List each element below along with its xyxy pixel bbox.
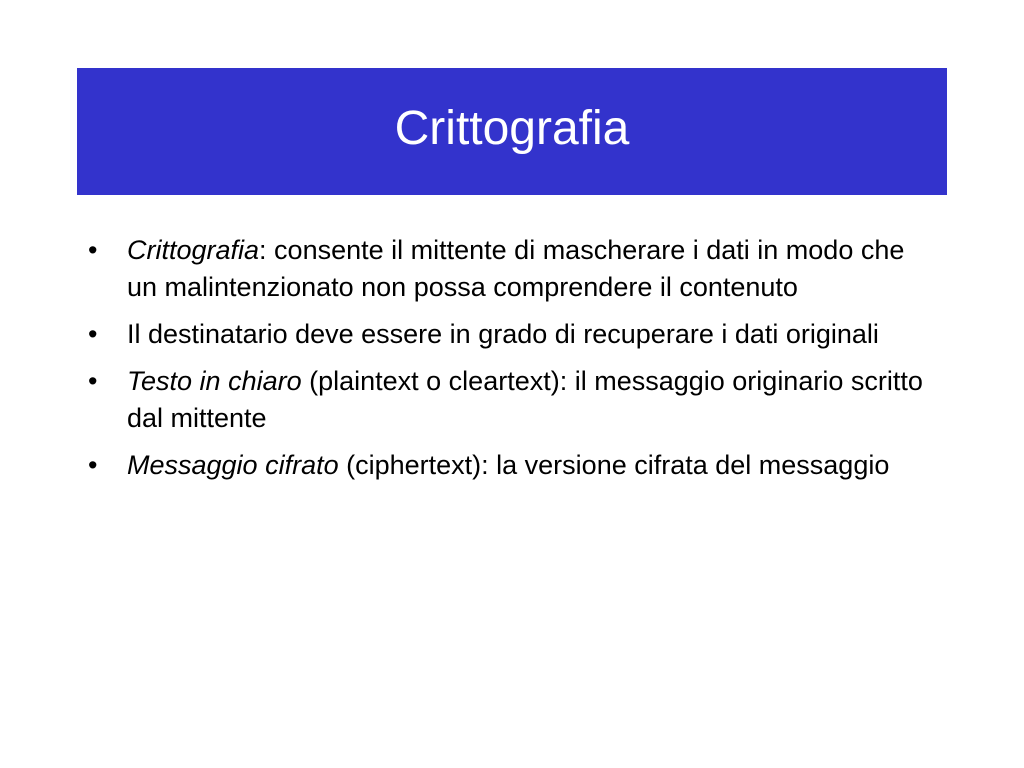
- bullet-item-destinatario: [88, 316, 938, 353]
- bullet-term: Crittografia: [127, 235, 260, 265]
- bullet-text: Il destinatario deve essere in grado di recuperare i dati originali: [127, 319, 879, 349]
- bullet-item-testo-in-chiaro: [88, 363, 938, 437]
- bullet-item-messaggio-cifrato: [88, 447, 938, 484]
- bullet-icon: •: [88, 450, 98, 480]
- bullet-icon: •: [88, 319, 98, 349]
- bullet-text: (plaintext o cleartext): il messaggio originario scritto dal mittente: [127, 366, 923, 433]
- bullet-text: : consente il mittente di mascherare i dati in modo che un malintenzionato non possa comprendere il contenuto: [127, 235, 905, 302]
- bullet-icon: •: [88, 235, 98, 265]
- bullet-icon: •: [88, 366, 98, 396]
- bullet-term: Testo in chiaro: [127, 366, 302, 396]
- title-banner: [77, 68, 947, 195]
- bullet-term: Messaggio cifrato: [127, 450, 339, 480]
- bullet-item-crittografia: [88, 232, 938, 306]
- bullet-list: [88, 232, 938, 494]
- bullet-text: (ciphertext): la versione cifrata del messaggio: [338, 450, 890, 480]
- slide-title: Crittografia: [394, 101, 630, 155]
